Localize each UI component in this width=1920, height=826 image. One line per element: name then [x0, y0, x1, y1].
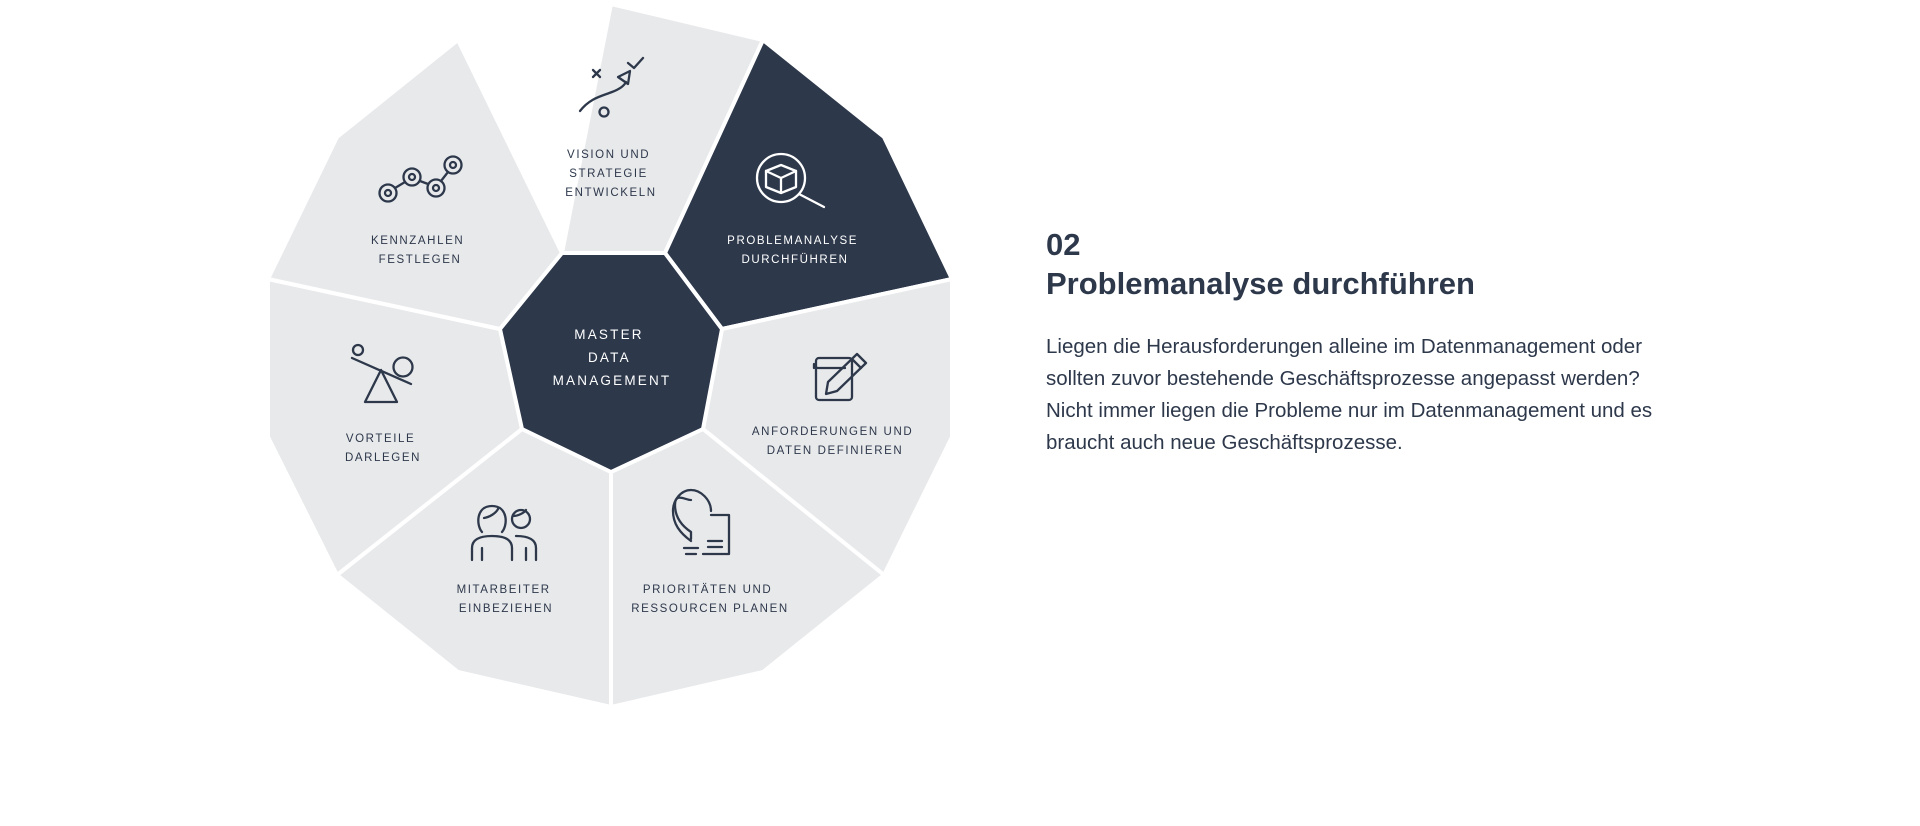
step-title: Problemanalyse durchführen [1046, 266, 1475, 301]
segment-label-line: DATEN DEFINIEREN [766, 445, 904, 457]
step-description: Liegen die Herausforderungen alleine im Datenmanagement oder sollten zuvor bestehende Geschäftsprozesse angepasst werden? Nicht immer liegen die Probleme nur im Datenmanagement und es braucht auch neue Geschäftsprozesse. [1046, 335, 1653, 454]
segment-label-line: ANFORDERUNGEN UND [751, 426, 914, 438]
segment-label-line: KENNZAHLEN [370, 235, 465, 247]
detail-panel [1046, 226, 1666, 459]
step-number: 02 [1046, 227, 1081, 262]
segment-label-line: VISION UND [567, 149, 651, 161]
segment-label-line: DARLEGEN [344, 452, 422, 464]
segment-label-line: PRIORITÄTEN UND [642, 584, 773, 596]
hub-label-line: DATA [587, 350, 631, 365]
segment-label-line: ENTWICKELN [565, 187, 657, 199]
segment-label-line: EINBEZIEHEN [458, 603, 554, 615]
hub-label-line: MANAGEMENT [552, 373, 672, 388]
segment-label-line: MITARBEITER [456, 584, 551, 596]
hub-label-line: MASTER [574, 327, 644, 342]
segment-label-line: DURCHFÜHREN [741, 254, 849, 266]
segment-label-vision-strategie [565, 149, 656, 199]
segment-label-line: STRATEGIE [569, 168, 648, 180]
segment-label-line: VORTEILE [345, 433, 416, 445]
segment-label-line: PROBLEMANALYSE [727, 235, 859, 247]
segment-label-line: FESTLEGEN [378, 254, 462, 266]
segment-label-line: RESSOURCEN PLANEN [631, 603, 789, 615]
